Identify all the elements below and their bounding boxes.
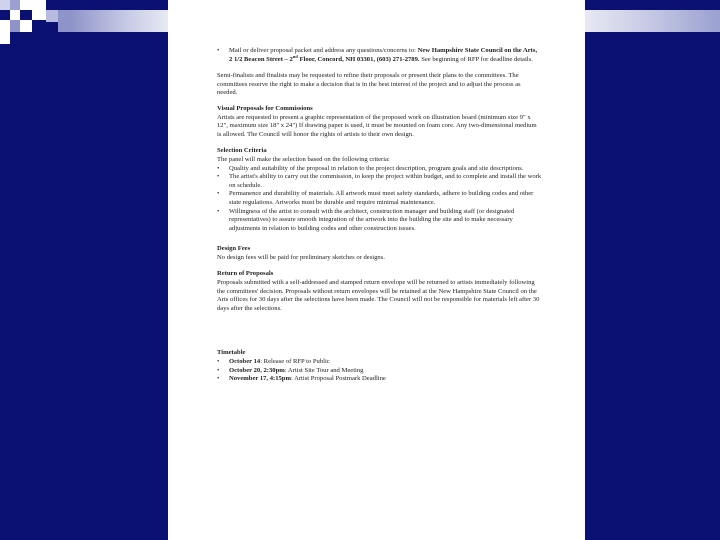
deco-square [20, 10, 32, 20]
deco-square [46, 0, 58, 10]
deco-square [10, 0, 20, 10]
selection-criteria-section [217, 147, 542, 233]
deco-square [20, 20, 32, 32]
deco-square [10, 10, 20, 20]
section-heading: Selection Criteria [217, 147, 267, 155]
intro-list [217, 47, 542, 64]
header-band-left [70, 10, 168, 32]
semi-finalists-paragraph: Semi-finalists and finalists may be requested to refine their proposals or present their plans to the committees. The committees reserve the right to make a decision that is in the best interest of the project and to adjust the process as needed. [217, 72, 521, 97]
intro-bullet: • Mail or deliver proposal packet and address any questions/concerns to: New Hampshire State Council on the Arts, 2 1/2 Beacon Street – 2nd Floor, Concord, NH 03301, (603) 271-2789. See beginning of RFP for deadline details. [217, 47, 538, 63]
deco-square [32, 0, 46, 20]
bullet-icon: • [217, 190, 220, 198]
deco-square [46, 10, 58, 22]
bullet-icon: • [217, 358, 220, 366]
bullet-icon: • [217, 173, 220, 181]
deco-square [0, 20, 10, 44]
section-heading: Visual Proposals for Commissions [217, 104, 313, 112]
bullet-icon: • [217, 47, 220, 54]
deco-square [32, 20, 46, 32]
timetable-list [217, 358, 542, 384]
timetable-section [217, 349, 542, 383]
list-item: • October 20, 2:30pm: Artist Site Tour and Meeting [217, 366, 364, 374]
list-item: • Willingness of the artist to consult with the architect, construction manager and building staff (or designated representatives) to assure smooth integration of the artwork into the building the site and to make necessary adjustments in relation to building codes and other construction issues. [217, 207, 515, 232]
bullet-icon: • [217, 366, 220, 374]
spacer [217, 321, 542, 349]
document-body [217, 47, 542, 392]
deco-square [0, 0, 10, 10]
list-item: • November 17, 4:15pm: Artist Proposal Postmark Deadline [217, 375, 386, 383]
deco-square [20, 0, 32, 10]
document-page [168, 0, 585, 540]
list-item: • Quality and suitability of the proposal in relation to the project description, program goals and site descriptions. [217, 164, 524, 172]
section-heading: Timetable [217, 349, 246, 357]
section-intro: The panel will make the selection based on the following criteria: [217, 155, 390, 163]
visual-proposals-section [217, 105, 542, 139]
criteria-list [217, 165, 542, 234]
bullet-icon: • [217, 375, 220, 383]
list-item: • The artist's ability to carry out the commission, to keep the project within budget, and to complete and install the work on schedule. [217, 173, 542, 189]
design-fees-section [217, 245, 542, 262]
section-body: Proposals submitted with a self-addressed and stamped return envelope will be returned to artists immediately following the committees' decision. Proposals without return envelopes will be retained at the New Hampshire State Council on the Arts offices for 30 days after the selections have been made. The Council will not be responsible for materials left after 30 days after the selections. [217, 279, 540, 312]
section-body: Artists are requested to present a graphic representation of the proposed work on illustration board (minimum size 9" x 12", maximum size 18" x 24") If drawing paper is used, it must be mounted on foam core. Any two-dimensional medium is allowed. The Council will honor the rights of artists to their own design. [217, 113, 537, 138]
list-item: • October 14: Release of RFP to Public [217, 358, 330, 366]
list-item: • Permanence and durability of materials. All artwork must meet safety standards, adhere to building codes and other state regulations. Artworks must be durable and require minimal maintenance. [217, 190, 534, 206]
section-heading: Return of Proposals [217, 270, 274, 278]
section-body: No design fees will be paid for preliminary sketches or designs. [217, 253, 385, 261]
deco-square [10, 20, 20, 32]
header-band-right [585, 10, 720, 32]
bullet-icon: • [217, 164, 220, 172]
deco-square [10, 32, 20, 44]
section-heading: Design Fees [217, 245, 251, 253]
bullet-icon: • [217, 207, 220, 215]
deco-square [58, 10, 70, 32]
return-proposals-section [217, 270, 542, 313]
